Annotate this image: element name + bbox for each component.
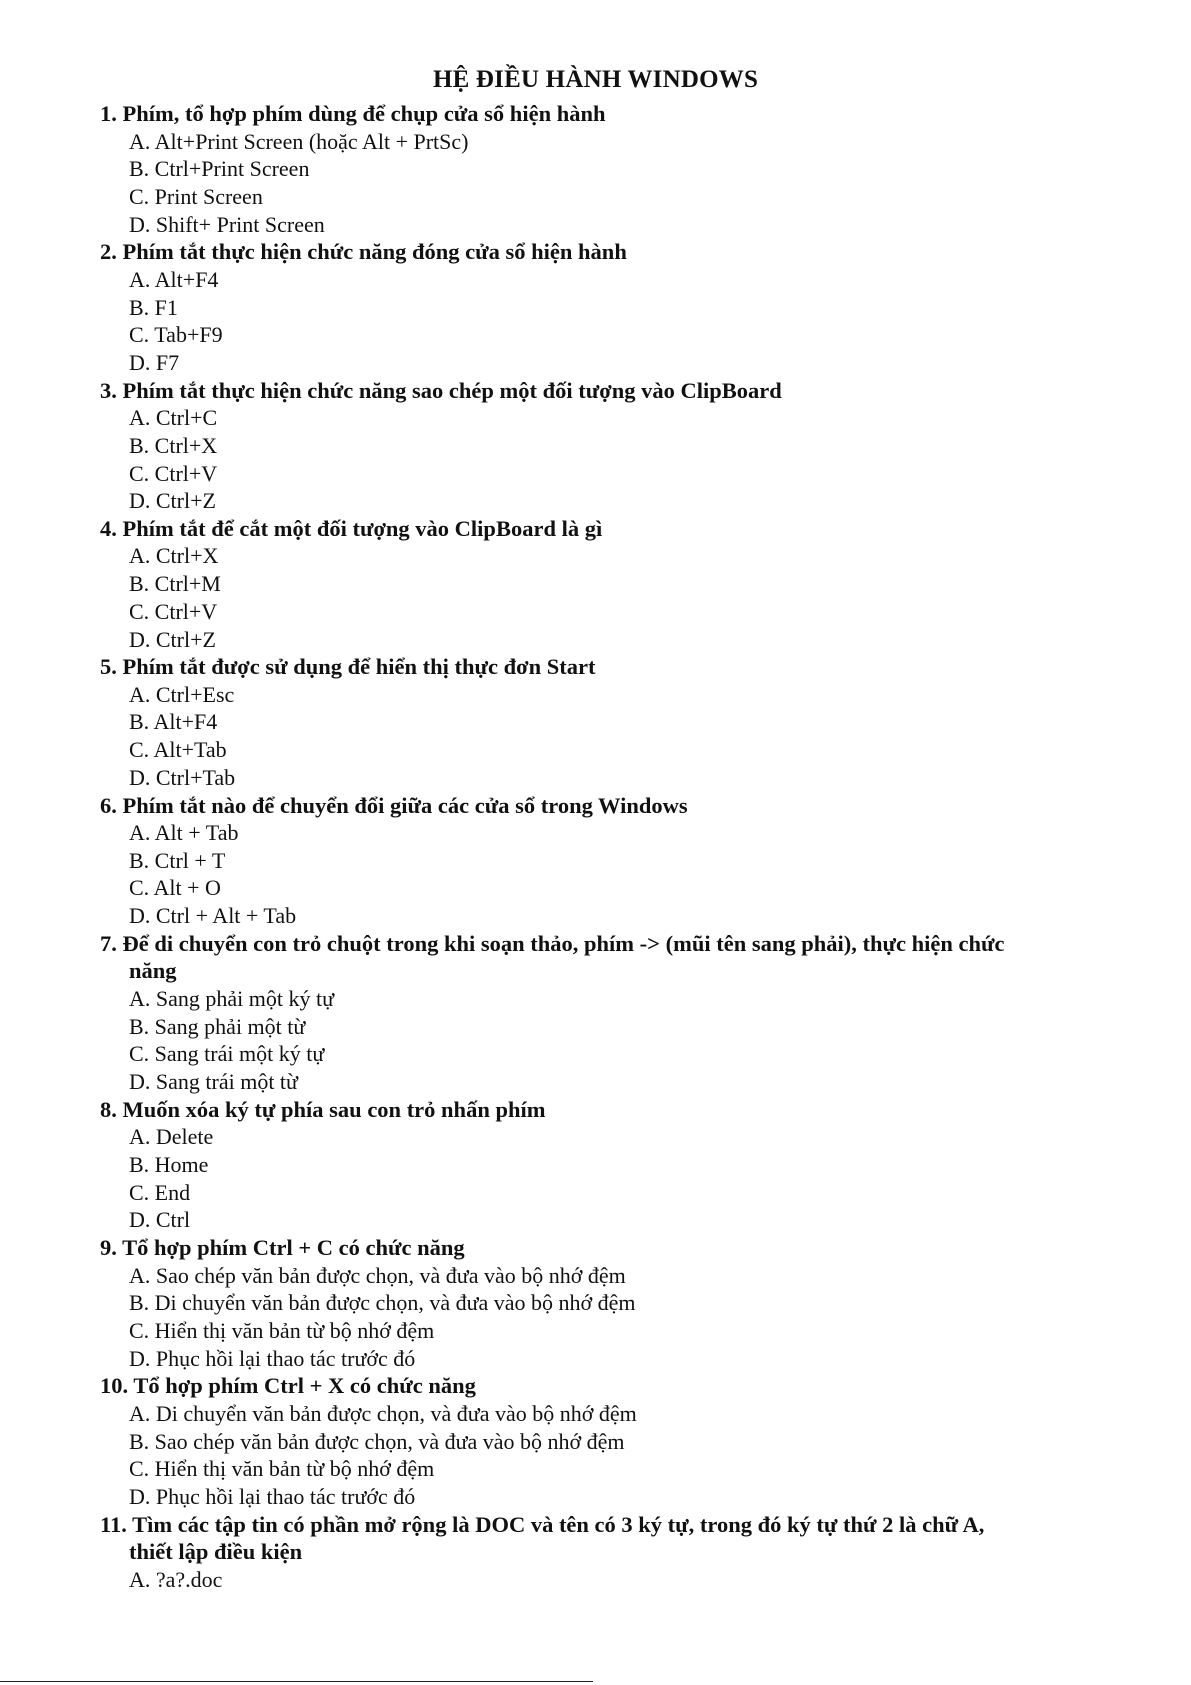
option: D. Phục hồi lại thao tác trước đó	[129, 1483, 416, 1509]
question-5	[100, 653, 1100, 681]
option: A. Sao chép văn bản được chọn, và đưa vào bộ nhớ đệm	[129, 1262, 626, 1288]
question-10	[100, 1372, 1100, 1400]
question-11	[100, 1511, 1100, 1566]
option: B. Ctrl+Print Screen	[129, 156, 310, 182]
option: A. Delete	[129, 1124, 214, 1150]
option: C. Print Screen	[129, 183, 263, 209]
question-text: 3. Phím tắt thực hiện chức năng sao chép một đối tượng vào ClipBoard	[100, 377, 782, 403]
option: B. Alt+F4	[129, 709, 218, 735]
question-text: 4. Phím tắt để cắt một đối tượng vào ClipBoard là gì	[100, 515, 603, 541]
page-title: HỆ ĐIỀU HÀNH WINDOWS	[432, 66, 759, 93]
option: D. Ctrl+Z	[129, 488, 216, 514]
option: D. Sang trái một từ	[129, 1068, 298, 1094]
option: B. Home	[129, 1151, 209, 1177]
option: B. Sang phải một từ	[129, 1013, 306, 1039]
option: C. Ctrl+V	[129, 598, 218, 624]
question-3	[100, 377, 1100, 405]
option: A. Ctrl+Esc	[129, 681, 235, 707]
question-6	[100, 792, 1100, 820]
option: C. Sang trái một ký tự	[129, 1041, 325, 1067]
question-1	[100, 100, 1100, 128]
option: A. Alt+Print Screen (hoặc Alt + PrtSc)	[129, 128, 469, 154]
question-7	[100, 930, 1100, 985]
option: B. Ctrl+X	[129, 432, 218, 458]
option: D. Ctrl+Z	[129, 626, 216, 652]
option: D. Shift+ Print Screen	[129, 211, 325, 237]
option: A. Di chuyển văn bản được chọn, và đưa vào bộ nhớ đệm	[129, 1400, 637, 1426]
option: A. ?a?.doc	[129, 1566, 223, 1592]
option: A. Alt + Tab	[129, 820, 239, 846]
question-text-continued: năng	[129, 958, 177, 984]
question-text-continued: thiết lập điều kiện	[129, 1539, 303, 1565]
option: A. Sang phải một ký tự	[129, 985, 335, 1011]
option: C. Alt + O	[129, 875, 221, 901]
option: C. End	[129, 1179, 191, 1205]
question-text: 8. Muốn xóa ký tự phía sau con trỏ nhấn phím	[100, 1096, 546, 1122]
question-text: 5. Phím tắt được sử dụng để hiển thị thực đơn Start	[100, 654, 596, 680]
question-4	[100, 515, 1100, 543]
option: D. F7	[129, 349, 180, 375]
question-text: 9. Tổ hợp phím Ctrl + C có chức năng	[100, 1235, 465, 1260]
question-list	[100, 100, 1100, 1593]
option: B. Sao chép văn bản được chọn, và đưa vào bộ nhớ đệm	[129, 1428, 625, 1454]
question-text: 10. Tổ hợp phím Ctrl + X có chức năng	[100, 1373, 476, 1399]
question-8	[100, 1096, 1100, 1124]
question-text: 2. Phím tắt thực hiện chức năng đóng cửa sổ hiện hành	[100, 239, 627, 265]
option: B. Di chuyển văn bản được chọn, và đưa vào bộ nhớ đệm	[129, 1290, 636, 1316]
question-9	[100, 1234, 1100, 1262]
option: D. Ctrl+Tab	[129, 764, 236, 790]
question-text: 11. Tìm các tập tin có phần mở rộng là DOC và tên có 3 ký tự, trong đó ký tự thứ 2 là chữ A,	[100, 1511, 985, 1537]
option: B. Ctrl + T	[129, 847, 226, 873]
question-text: 1. Phím, tổ hợp phím dùng để chụp cửa sổ hiện hành	[100, 101, 606, 126]
question-text: 6. Phím tắt nào để chuyển đổi giữa các cửa sổ trong Windows	[100, 792, 688, 818]
footnote-divider	[0, 1681, 593, 1682]
question-2	[100, 238, 1100, 266]
option: C. Tab+F9	[129, 322, 223, 348]
option: D. Phục hồi lại thao tác trước đó	[129, 1345, 416, 1371]
option: A. Ctrl+C	[129, 405, 218, 431]
option: C. Ctrl+V	[129, 460, 218, 486]
option: C. Alt+Tab	[129, 737, 227, 763]
option: B. Ctrl+M	[129, 571, 221, 597]
option: D. Ctrl	[129, 1207, 191, 1233]
option: D. Ctrl + Alt + Tab	[129, 903, 297, 929]
question-text: 7. Để di chuyển con trỏ chuột trong khi soạn thảo, phím -> (mũi tên sang phải), thực hiện chức	[100, 930, 1005, 956]
option: C. Hiển thị văn bản từ bộ nhớ đệm	[129, 1317, 435, 1343]
option: A. Alt+F4	[129, 266, 219, 292]
option: C. Hiển thị văn bản từ bộ nhớ đệm	[129, 1456, 435, 1482]
option: B. F1	[129, 294, 178, 320]
option: A. Ctrl+X	[129, 543, 219, 569]
